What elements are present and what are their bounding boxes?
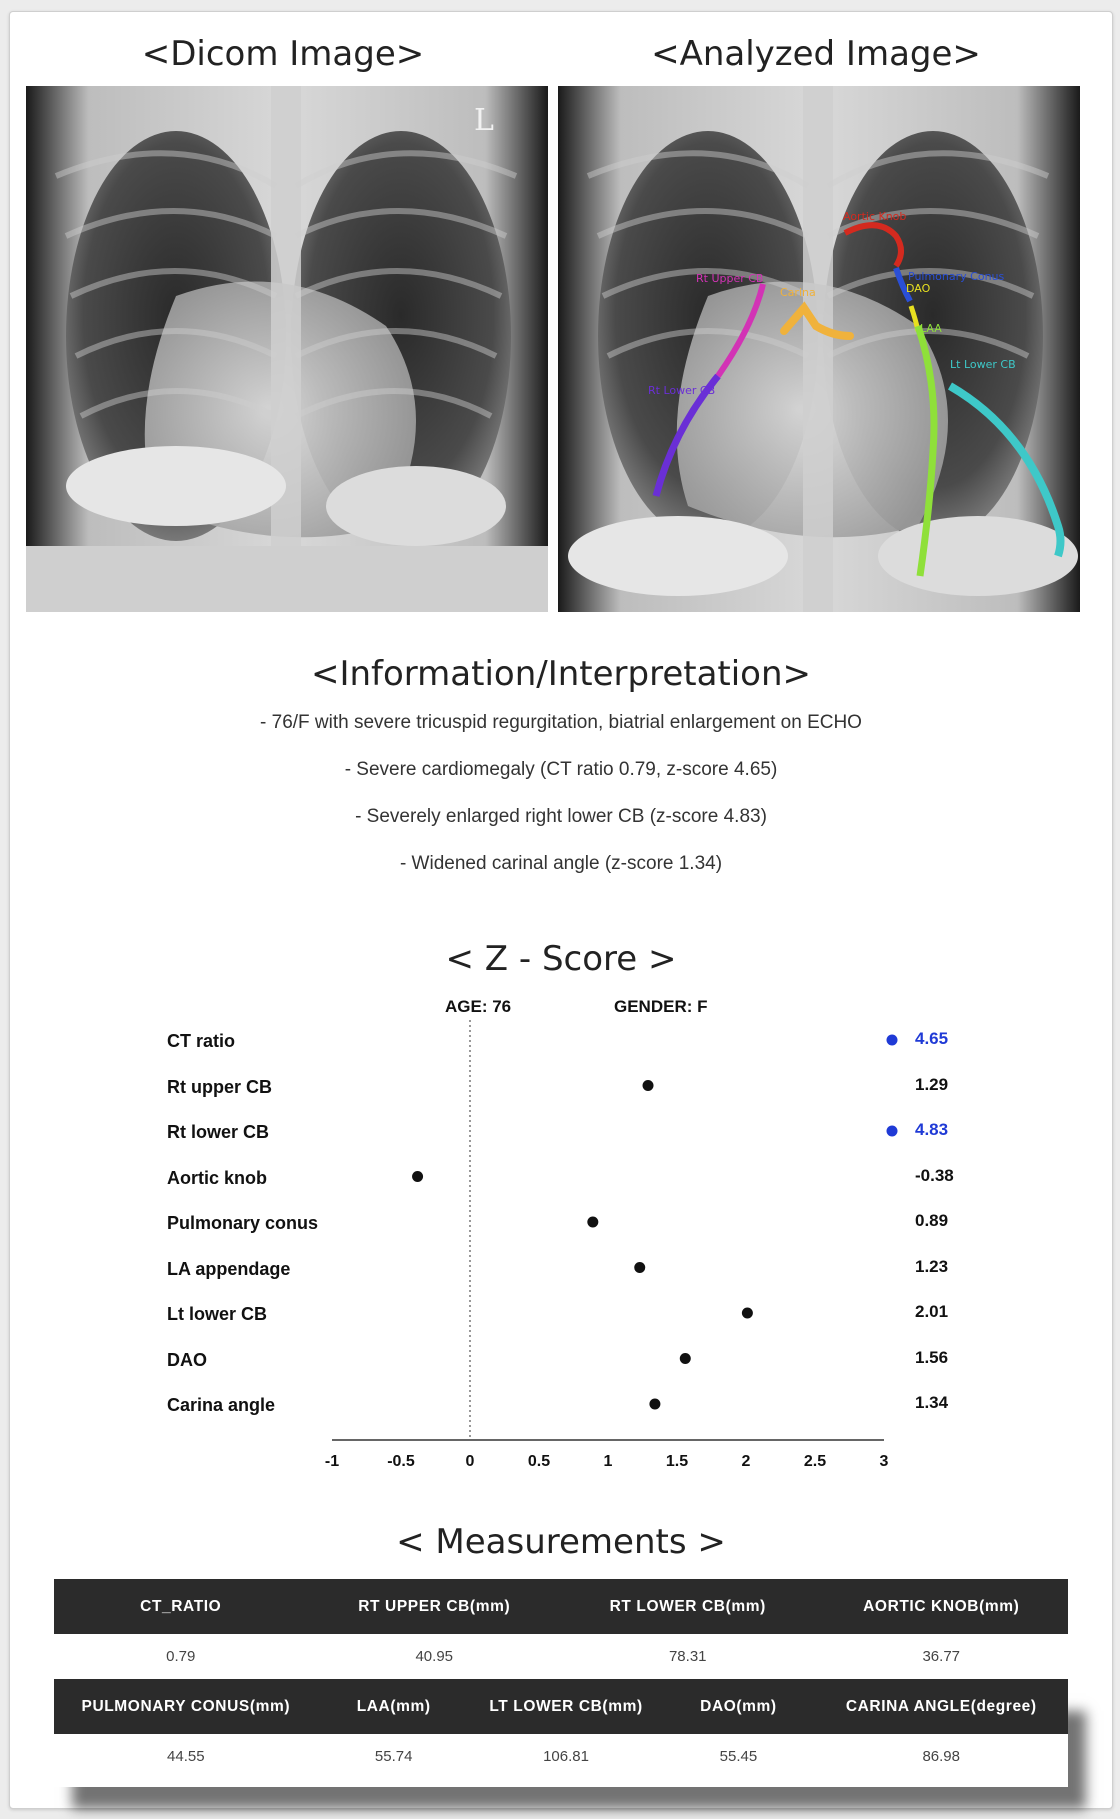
zscore-category-label: CT ratio: [167, 1031, 236, 1051]
zscore-point: [587, 1217, 598, 1228]
zscore-value-label: 1.56: [915, 1347, 949, 1367]
table-header: CT_RATIO: [54, 1579, 308, 1634]
table-cell: 40.95: [308, 1634, 562, 1679]
info-line: - 76/F with severe tricuspid regurgitation, biatrial enlargement on ECHO: [260, 712, 862, 733]
x-tick-label: -1: [324, 1453, 340, 1470]
table-header: DAO(mm): [662, 1679, 814, 1734]
measurements-title: < Measurements >: [396, 1522, 726, 1562]
overlay-label-carina: Carina: [780, 286, 816, 299]
zscore-point: [742, 1308, 753, 1319]
overlay-label-lt-lower-cb: Lt Lower CB: [950, 358, 1016, 371]
measurements-table-2: [54, 1679, 1068, 1779]
zscore-category-label: Carina angle: [167, 1395, 276, 1415]
info-line: - Severely enlarged right lower CB (z-score 4.83): [355, 806, 767, 827]
overlay-label-rt-lower-cb: Rt Lower CB: [648, 384, 716, 397]
measurements-table-1: [54, 1579, 1068, 1679]
table-header: AORTIC KNOB(mm): [815, 1579, 1069, 1634]
zscore-point: [649, 1399, 660, 1410]
zscore-point: [887, 1035, 898, 1046]
zscore-title: < Z - Score >: [445, 939, 677, 979]
zscore-point: [680, 1353, 691, 1364]
zscore-point: [412, 1171, 423, 1182]
info-title: <Information/Interpretation>: [310, 654, 812, 694]
zscore-chart: [10, 12, 1112, 1512]
table-header: CARINA ANGLE(degree): [814, 1679, 1068, 1734]
analyzed-image-title: <Analyzed Image>: [651, 34, 981, 74]
table-header: PULMONARY CONUS(mm): [54, 1679, 318, 1734]
overlay-label-laa: LAA: [920, 322, 942, 335]
zscore-category-label: Lt lower CB: [167, 1304, 268, 1324]
x-tick-label: -0.5: [387, 1453, 415, 1470]
zscore-category-label: Pulmonary conus: [167, 1213, 319, 1233]
x-tick-label: 0: [465, 1453, 475, 1470]
info-line: - Severe cardiomegaly (CT ratio 0.79, z-score 4.65): [344, 759, 778, 780]
table-cell: 86.98: [814, 1734, 1068, 1779]
zscore-value-label: 1.34: [915, 1393, 949, 1412]
age-label: AGE: 76: [445, 997, 512, 1016]
zscore-value-label: 1.23: [915, 1256, 949, 1276]
dicom-l-marker: L: [474, 103, 494, 138]
x-tick-label: 1: [603, 1453, 613, 1470]
table-cell: 78.31: [561, 1634, 815, 1679]
overlay-label-pulmonary-conus: Pulmonary Conus: [908, 270, 1005, 283]
zscore-value-label: 4.83: [915, 1120, 949, 1139]
info-line: - Widened carinal angle (z-score 1.34): [399, 853, 723, 874]
table-header: RT LOWER CB(mm): [561, 1579, 815, 1634]
report-page: [9, 11, 1113, 1809]
overlay-label-rt-upper-cb: Rt Upper CB: [696, 272, 764, 285]
overlay-label-dao: DAO: [906, 282, 931, 295]
table-cell: 0.79: [54, 1634, 308, 1679]
zscore-category-label: Rt upper CB: [167, 1076, 272, 1097]
x-tick-label: 3: [879, 1453, 889, 1470]
x-tick-label: 1.5: [665, 1453, 689, 1470]
table-header: LAA(mm): [318, 1679, 470, 1734]
x-tick-label: 2: [741, 1453, 751, 1470]
table-cell: 55.45: [662, 1734, 814, 1779]
zscore-value-label: 1.29: [915, 1074, 949, 1094]
zscore-value-label: 0.89: [915, 1211, 949, 1230]
table-cell: 55.74: [318, 1734, 470, 1779]
zscore-point: [643, 1080, 654, 1091]
zscore-category-label: DAO: [167, 1349, 207, 1370]
zscore-point: [887, 1126, 898, 1137]
overlay-label-aortic-knob: Aortic Knob: [843, 210, 907, 223]
table-header: RT UPPER CB(mm): [308, 1579, 562, 1634]
table-cell: 44.55: [54, 1734, 318, 1779]
gender-label: GENDER: F: [614, 997, 708, 1016]
zscore-value-label: 4.65: [915, 1029, 949, 1048]
zscore-point: [634, 1262, 645, 1273]
table-header: LT LOWER CB(mm): [470, 1679, 663, 1734]
table-cell: 106.81: [470, 1734, 663, 1779]
zscore-value-label: -0.38: [915, 1165, 954, 1185]
zscore-category-label: LA appendage: [167, 1258, 291, 1279]
zscore-category-label: Rt lower CB: [167, 1122, 270, 1142]
zscore-category-label: Aortic knob: [167, 1167, 268, 1188]
dicom-image-title: <Dicom Image>: [141, 34, 425, 74]
x-tick-label: 2.5: [803, 1453, 827, 1470]
x-tick-label: 0.5: [527, 1453, 551, 1470]
zscore-value-label: 2.01: [915, 1302, 949, 1321]
table-cell: 36.77: [815, 1634, 1069, 1679]
